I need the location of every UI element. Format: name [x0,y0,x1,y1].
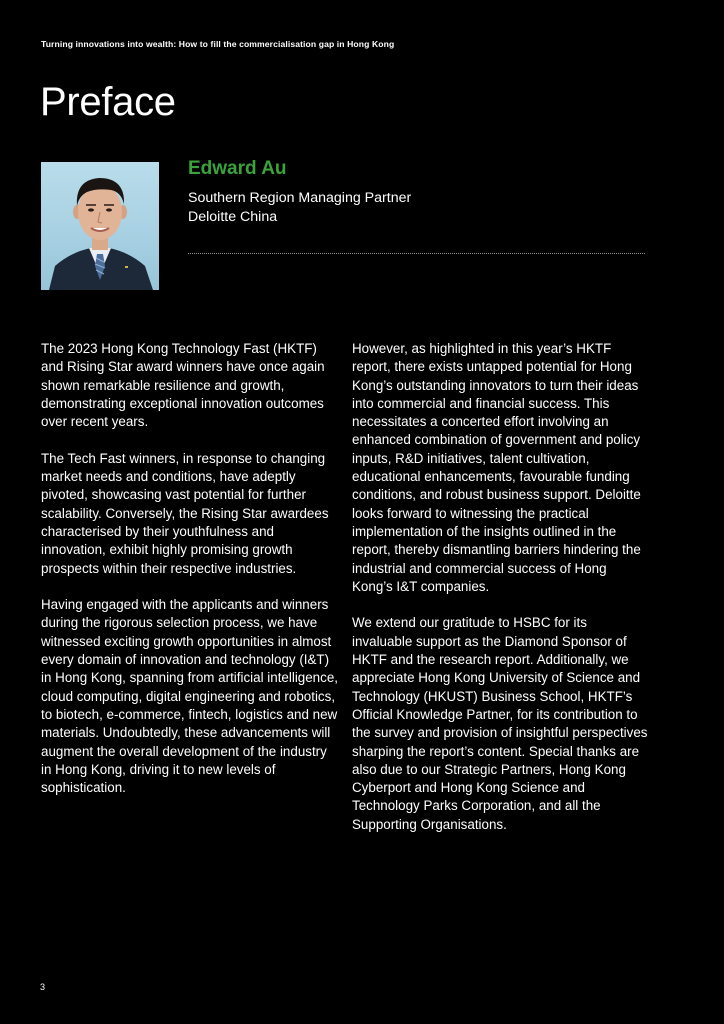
body-column-right [352,340,648,852]
author-name: Edward Au [188,158,287,179]
paragraph: However, as highlighted in this year’s HKTF report, there exists untapped potential for Hong Kong’s outstanding innovators to turn their ideas into commercial and financial success. This necessitates a concerted effort involving an enhanced combination of government and policy inputs, R&D initiatives, talent cultivation, educational enhancements, favourable funding conditions, and robust business support. Deloitte looks forward to witnessing the practical implementation of the insights outlined in the report, thereby dismantling barriers hindering the industrial and commercial success of Hong Kong’s I&T companies. [352,341,641,594]
running-title: Turning innovations into wealth: How to fill the commercialisation gap in Hong Kong [41,39,395,49]
paragraph: The Tech Fast winners, in response to changing market needs and conditions, have adeptly pivoted, showcasing vast potential for further scalability. Conversely, the Rising Star awardees characterised by their youthfulness and innovation, exhibit highly promising growth prospects within their respective industries. [41,450,329,576]
author-organisation: Deloitte China [188,209,278,225]
divider [188,253,645,254]
page-number: 3 [40,982,46,992]
author-portrait-photo [41,162,159,290]
paragraph: We extend our gratitude to HSBC for its invaluable support as the Diamond Sponsor of HKTF and the research report. Additionally, we appreciate Hong Kong University of Science and Technology (HKUST) Business School, HKTF’s Official Knowledge Partner, for its contribution to the survey and provision of insightful perspectives sharping the report’s content. Special thanks are also due to our Strategic Partners, Hong Kong Cyberport and Hong Kong Science and Technology Parks Corporation, and all the Supporting Organisations. [352,615,648,832]
page-title: Preface [40,80,176,124]
paragraph: Having engaged with the applicants and winners during the rigorous selection process, we have witnessed exciting growth opportunities in almost every domain of innovation and technology (I&T) in Hong Kong, spanning from artificial intelligence, cloud computing, digital engineering and robotics, to biotech, e-commerce, fintech, logistics and new materials. Undoubtedly, these advancements will augment the overall development of the industry in Hong Kong, driving it to new levels of sophistication. [41,597,338,796]
body-column-left [41,340,339,816]
author-title: Southern Region Managing Partner [188,190,412,206]
author-role [188,189,411,227]
paragraph: The 2023 Hong Kong Technology Fast (HKTF) and Rising Star award winners have once again shown remarkable resilience and growth, demonstrating exceptional innovation outcomes over recent years. [41,341,325,430]
